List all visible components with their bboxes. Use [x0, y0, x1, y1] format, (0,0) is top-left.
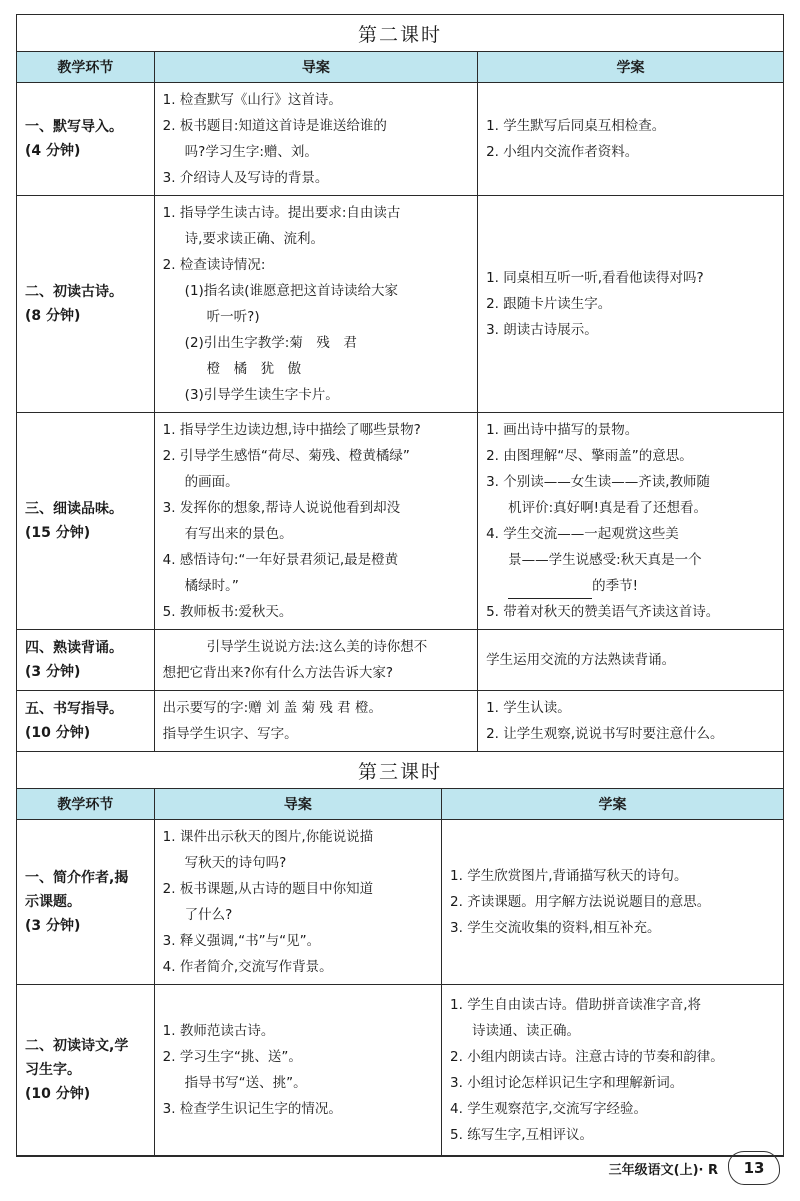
lesson3-title: 第三课时 [17, 752, 783, 789]
stage-cell: 二、初读诗文,学 习生字。 (10 分钟) [17, 985, 154, 1156]
table-row [17, 83, 783, 196]
study-cell: 1. 学生认读。 2. 让学生观察,说说书写时要注意什么。 [478, 691, 783, 752]
stage-cell: 二、初读古诗。 (8 分钟) [17, 196, 154, 413]
header-study: 学案 [478, 52, 783, 83]
study-cell: 1. 学生欣赏图片,背诵描写秋天的诗句。 2. 齐读课题。用字解方法说说题目的意思。 3. 学生交流收集的资料,相互补充。 [442, 820, 783, 985]
table-row [17, 196, 783, 413]
guide-cell: 1. 指导学生边读边想,诗中描绘了哪些景物? 2. 引导学生感悟“荷尽、菊残、橙黄橘绿” 的画面。 3. 发挥你的想象,帮诗人说说他看到却没 有写出来的景色。 4. 感悟诗句:“一年好景君须记,最是橙黄 橘绿时。” 5. 教师板书:爱秋天。 [154, 413, 477, 630]
stage-cell: 三、细读品味。 (15 分钟) [17, 413, 154, 630]
study-cell: 1. 同桌相互听一听,看看他读得对吗? 2. 跟随卡片读生字。 3. 朗读古诗展示。 [478, 196, 783, 413]
stage-cell: 一、默写导入。 (4 分钟) [17, 83, 154, 196]
fill-in-blank [508, 580, 592, 599]
header-guide: 导案 [154, 789, 441, 820]
guide-cell: 1. 指导学生读古诗。提出要求:自由读古 诗,要求读正确、流利。 2. 检查读诗情况: (1)指名读(谁愿意把这首诗读给大家 听一听?) (2)引出生字教学:菊 残 君 橙 橘 犹 傲 (3)引导学生读生字卡片。 [154, 196, 477, 413]
page-footer [609, 1148, 780, 1188]
stage-cell: 一、简介作者,揭 示课题。 (3 分钟) [17, 820, 154, 985]
guide-cell: 引导学生说说方法:这么美的诗你想不 想把它背出来?你有什么方法告诉大家? [154, 630, 477, 691]
study-cell: 1. 画出诗中描写的景物。 2. 由图理解“尽、擎雨盖”的意思。 3. 个别读——女生读——齐读,教师随 机评价:真好啊!真是看了还想看。 4. 学生交流——一起观赏这些美 景——学生说感受:秋天真是一个 的季节! 5. 带着对秋天的赞美语气齐读这首诗。 [478, 413, 783, 630]
guide-cell: 出示要写的字:赠 刘 盖 菊 残 君 橙。 指导学生识字、写字。 [154, 691, 477, 752]
lesson2-title: 第二课时 [17, 15, 783, 52]
lesson3-header-row [17, 789, 783, 820]
table-row [17, 630, 783, 691]
header-guide: 导案 [154, 52, 477, 83]
study-cell: 1. 学生自由读古诗。借助拼音读准字音,将 诗读通、读正确。 2. 小组内朗读古诗。注意古诗的节奏和韵律。 3. 小组讨论怎样识记生字和理解新词。 4. 学生观察范字,交流写字经验。 5. 练写生字,互相评议。 [442, 985, 783, 1156]
guide-cell: 1. 课件出示秋天的图片,你能说说描 写秋天的诗句吗? 2. 板书课题,从古诗的题目中你知道 了什么? 3. 释义强调,“书”与“见”。 4. 作者简介,交流写作背景。 [154, 820, 441, 985]
lesson2-header-row [17, 52, 783, 83]
table-row [17, 413, 783, 630]
table-row [17, 985, 783, 1156]
page-frame [16, 14, 784, 1157]
book-title: 三年级语文(上)· R [608, 1162, 718, 1178]
study-cell: 学生运用交流的方法熟读背诵。 [478, 630, 783, 691]
guide-cell: 1. 检查默写《山行》这首诗。 2. 板书题目:知道这首诗是谁送给谁的 吗?学习生字:赠、刘。 3. 介绍诗人及写诗的背景。 [154, 83, 477, 196]
table-row [17, 691, 783, 752]
stage-cell: 五、书写指导。 (10 分钟) [17, 691, 154, 752]
page-number: 13 [728, 1151, 780, 1185]
lesson2-table [17, 52, 783, 752]
header-stage: 教学环节 [17, 789, 154, 820]
stage-cell: 四、熟读背诵。 (3 分钟) [17, 630, 154, 691]
lesson3-table [17, 789, 783, 1156]
header-study: 学案 [442, 789, 783, 820]
guide-cell: 1. 教师范读古诗。 2. 学习生字“挑、送”。 指导书写“送、挑”。 3. 检查学生识记生字的情况。 [154, 985, 441, 1156]
header-stage: 教学环节 [17, 52, 154, 83]
table-row [17, 820, 783, 985]
study-cell: 1. 学生默写后同桌互相检查。 2. 小组内交流作者资料。 [478, 83, 783, 196]
